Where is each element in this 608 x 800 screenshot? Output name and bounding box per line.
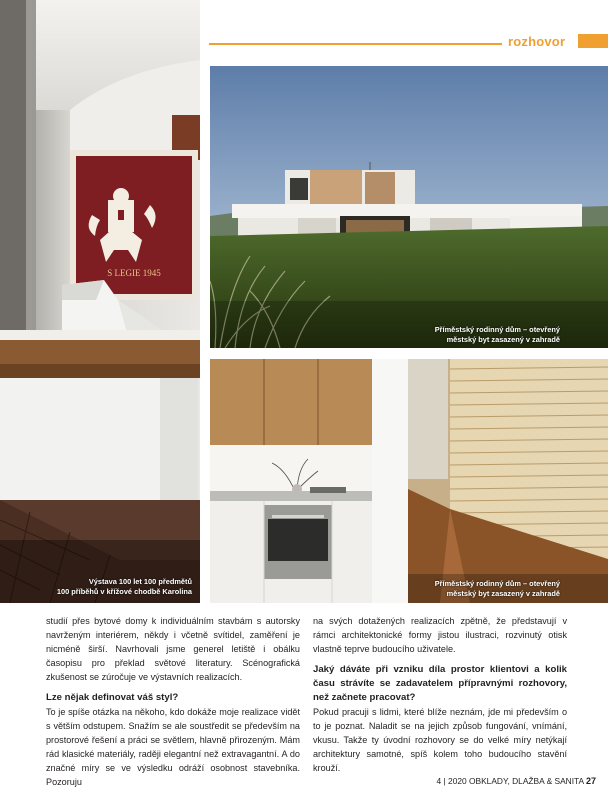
col2-paragraph-2: Pokud pracuji s lidmi, které blíže neznám, jde mi především o to je poznat. Naladit se na jejich způsob fungování, vnímání, vkusu. Takže ty úvodní rozhovory se do velké míry netýkají architektury samotné, spíš kolem toho budoucího stavění krouží. bbox=[313, 707, 567, 773]
article-column-1 bbox=[46, 614, 300, 789]
caption-house-exterior-line2: městský byt zasazený v zahradě bbox=[446, 335, 560, 344]
banner-text: S LEGIE 1945 bbox=[107, 268, 161, 278]
caption-exhibition-line1: Výstava 100 let 100 předmětů bbox=[88, 577, 192, 586]
caption-house-interior bbox=[435, 579, 560, 599]
caption-exhibition-line2: 100 příběhů v křížové chodbě Karolina bbox=[56, 587, 192, 596]
caption-house-exterior-line1: Příměstský rodinný dům – otevřený bbox=[434, 325, 560, 334]
caption-house-interior-line2: městský byt zasazený v zahradě bbox=[446, 589, 560, 598]
article-column-2 bbox=[313, 614, 567, 775]
question-style: Lze nějak definovat váš styl? bbox=[46, 692, 179, 703]
page-footer bbox=[437, 776, 596, 786]
header-rule bbox=[209, 43, 502, 45]
question-client: Jaký dáváte při vzniku díla prostor klientovi a kolik času strávíte se zadavatelem přípravnými rozhovory, než začnete pracovat? bbox=[313, 664, 567, 703]
section-label: rozhovor bbox=[508, 34, 566, 49]
photo-house-exterior bbox=[210, 66, 608, 348]
caption-house-exterior bbox=[435, 325, 560, 345]
header-accent-bar bbox=[578, 34, 608, 48]
caption-exhibition bbox=[57, 577, 192, 597]
caption-house-interior-line1: Příměstský rodinný dům – otevřený bbox=[434, 579, 560, 588]
photo-house-interior bbox=[210, 359, 608, 603]
footer-issue: 4 | 2020 OBKLADY, DLAŽBA & SANITA bbox=[436, 776, 584, 786]
col2-paragraph-1: na svých dotažených realizacích zpětně, že představují v rámci architektonické formy jistou ilustraci, rozvinutý otisk vlastně teprve budoucího uživatele. bbox=[313, 616, 567, 654]
photo-exhibition bbox=[0, 0, 200, 603]
col1-paragraph-1: studií přes bytové domy k individuálním stavbám s autorsky navrženým interiérem, někdy i včetně svítidel, zaměření je nicméně širší. Navrhovali jsme generel letiště i obálku časopisu pro překlad světové literatury. Scénografická zkušenost se zúročuje ve výstavních realizacích. bbox=[46, 616, 300, 682]
page-number: 27 bbox=[585, 776, 596, 786]
col1-paragraph-2: To je spíše otázka na někoho, kdo dokáže moje realizace vidět s větším odstupem. Snažím se ale soustředit se především na prostorové řešení a práci se světlem, hlavně přirozeným. Mám rád klasické materiály, raději elegantní než extravagantní. A do značné míry se ve výsledku odráží osobnost stavebníka. Pozoruju bbox=[46, 707, 300, 787]
